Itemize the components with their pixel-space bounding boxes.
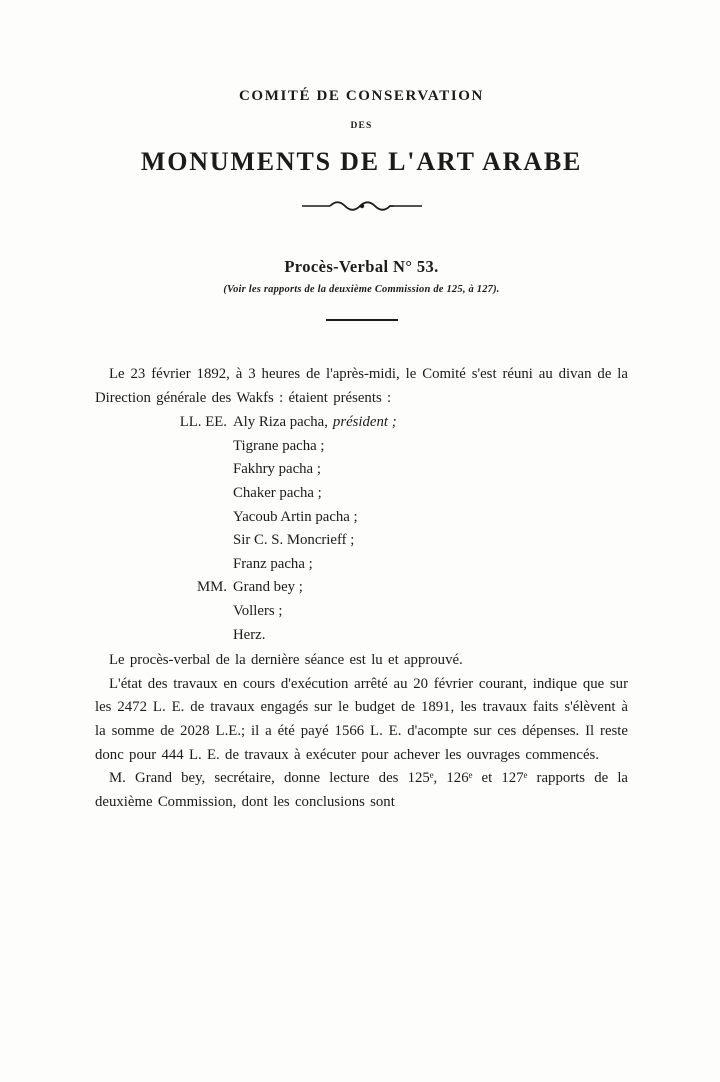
attendee-prefix: [175, 624, 227, 648]
attendee-name: Sir C. S. Moncrieff ;: [233, 532, 355, 549]
attendee-name: Aly Riza pacha,: [233, 414, 328, 431]
attendee-name: Tigrane pacha ;: [233, 437, 325, 454]
flourish-ornament-icon: [302, 199, 422, 213]
paragraph-reports-reading: M. Grand bey, secrétaire, donne lecture des 125ᵉ, 126ᵉ et 127ᵉ rapports de la deuxième Commission, dont les conclusions sont: [95, 770, 628, 810]
attendee-row: [175, 529, 628, 553]
attendee-prefix: LL. EE.: [179, 414, 227, 431]
attendee-prefix: [175, 506, 227, 530]
ornament-divider: [95, 199, 628, 213]
attendee-name: Fakhry pacha ;: [233, 461, 321, 478]
attendee-prefix: [175, 553, 227, 577]
attendee-row: [175, 411, 628, 435]
attendee-prefix: [175, 600, 227, 624]
committee-title-line2: DES: [350, 121, 373, 131]
committee-title-line3: MONUMENTS DE L'ART ARABE: [140, 147, 583, 176]
attendee-name: Grand bey ;: [233, 579, 303, 596]
attendee-row: [175, 553, 628, 577]
document-body: [95, 363, 628, 814]
attendee-row: [175, 600, 628, 624]
attendee-prefix: [175, 435, 227, 459]
paragraph-approval: Le procès-verbal de la dernière séance est lu et approuvé.: [109, 652, 463, 669]
attendee-name: Chaker pacha ;: [233, 484, 322, 501]
attendees-list: [175, 411, 628, 647]
attendee-name: Vollers ;: [233, 602, 283, 619]
attendee-row: [175, 435, 628, 459]
attendee-row: [175, 482, 628, 506]
attendee-prefix: MM.: [196, 579, 227, 596]
attendee-row: [175, 458, 628, 482]
attendee-prefix: [175, 529, 227, 553]
attendee-name: Herz.: [233, 626, 266, 643]
document-header: [95, 88, 628, 213]
attendee-name: Franz pacha ;: [233, 555, 313, 572]
attendee-row: [175, 624, 628, 648]
committee-title-line1: COMITÉ DE CONSERVATION: [239, 88, 484, 104]
proces-verbal-reference: (Voir les rapports de la deuxième Commission de 125, à 127).: [223, 284, 500, 295]
proces-verbal-heading: [95, 257, 628, 321]
attendee-name: Yacoub Artin pacha ;: [233, 508, 358, 525]
attendee-prefix: [175, 458, 227, 482]
attendee-row: [175, 506, 628, 530]
intro-paragraph: Le 23 février 1892, à 3 heures de l'après-midi, le Comité s'est réuni au divan de la Direction générale des Wakfs : étaient présents :: [95, 366, 628, 406]
paragraph-works-status: L'état des travaux en cours d'exécution arrêté au 20 février courant, indique que sur les 2472 L. E. de travaux engagés sur le budget de 1891, les travaux faits s'élèvent à la somme de 2028 L.E.; il a été payé 1566 L. E. d'acompte sur ces dépenses. Il reste donc pour 444 L. E. de travaux à exécuter pour achever les ouvrages commencés.: [95, 675, 628, 763]
section-rule: [326, 319, 398, 321]
proces-verbal-title: Procès-Verbal N° 53.: [284, 257, 439, 276]
attendee-role: président ;: [332, 414, 397, 431]
attendee-prefix: [175, 482, 227, 506]
attendee-row: [175, 576, 628, 600]
